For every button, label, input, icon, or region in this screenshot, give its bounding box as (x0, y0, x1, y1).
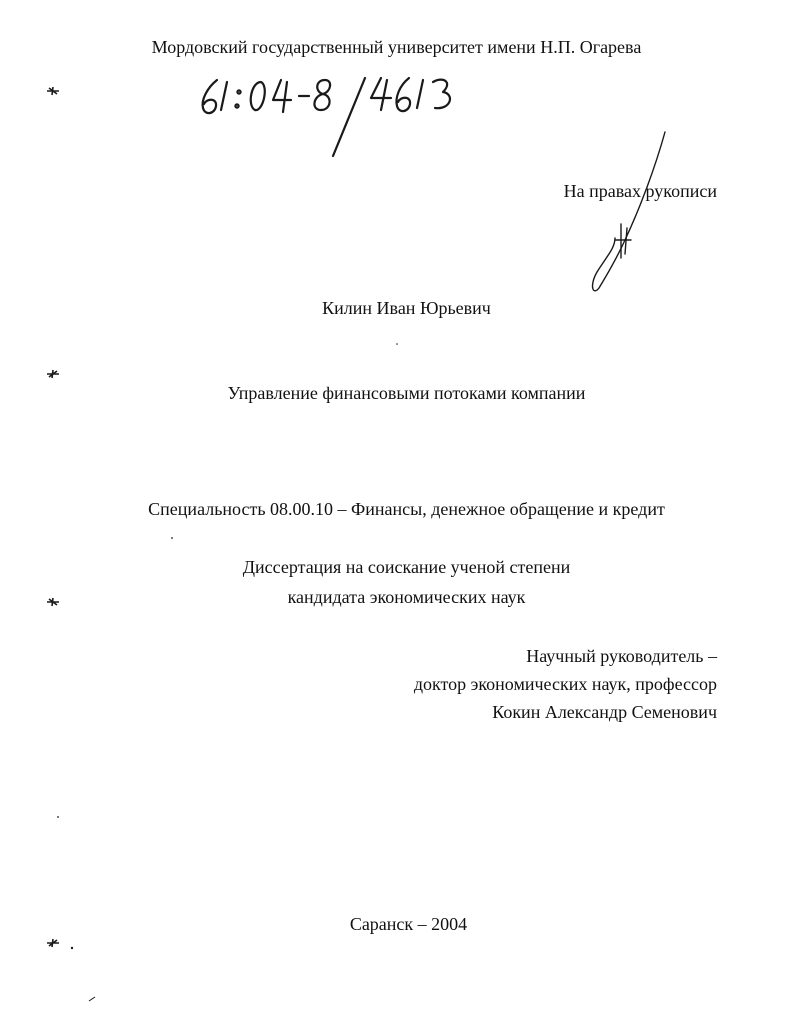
author-name: Килин Иван Юрьевич (322, 298, 491, 318)
supervisor-label: Научный руководитель – (526, 646, 717, 666)
scan-dot (88, 996, 96, 1002)
specialty-line: Специальность 08.00.10 – Финансы, денежное обращение и кредит (148, 499, 665, 519)
supervisor-name: Кокин Александр Семенович (492, 702, 717, 722)
city-year: Саранск – 2004 (349, 914, 468, 934)
degree-line-2: кандидата экономических наук (287, 587, 526, 607)
university-name: Мордовский государственный университет имени Н.П. Огарева (151, 37, 642, 57)
scan-dot (170, 536, 174, 540)
scan-speck (46, 369, 60, 379)
scan-dot (56, 815, 60, 819)
scan-dot (395, 342, 399, 346)
rights-notice: На правах рукописи (563, 181, 717, 201)
scan-speck (46, 597, 60, 607)
degree-line-1: Диссертация на соискание ученой степени (242, 557, 571, 577)
signature-mark (585, 128, 680, 298)
handwritten-archive-code (195, 68, 485, 168)
scan-speck (46, 938, 60, 948)
scan-speck (46, 86, 60, 96)
dissertation-title: Управление финансовыми потоками компании (227, 383, 586, 403)
scan-dot (70, 946, 74, 950)
supervisor-title: доктор экономических наук, профессор (413, 674, 717, 694)
